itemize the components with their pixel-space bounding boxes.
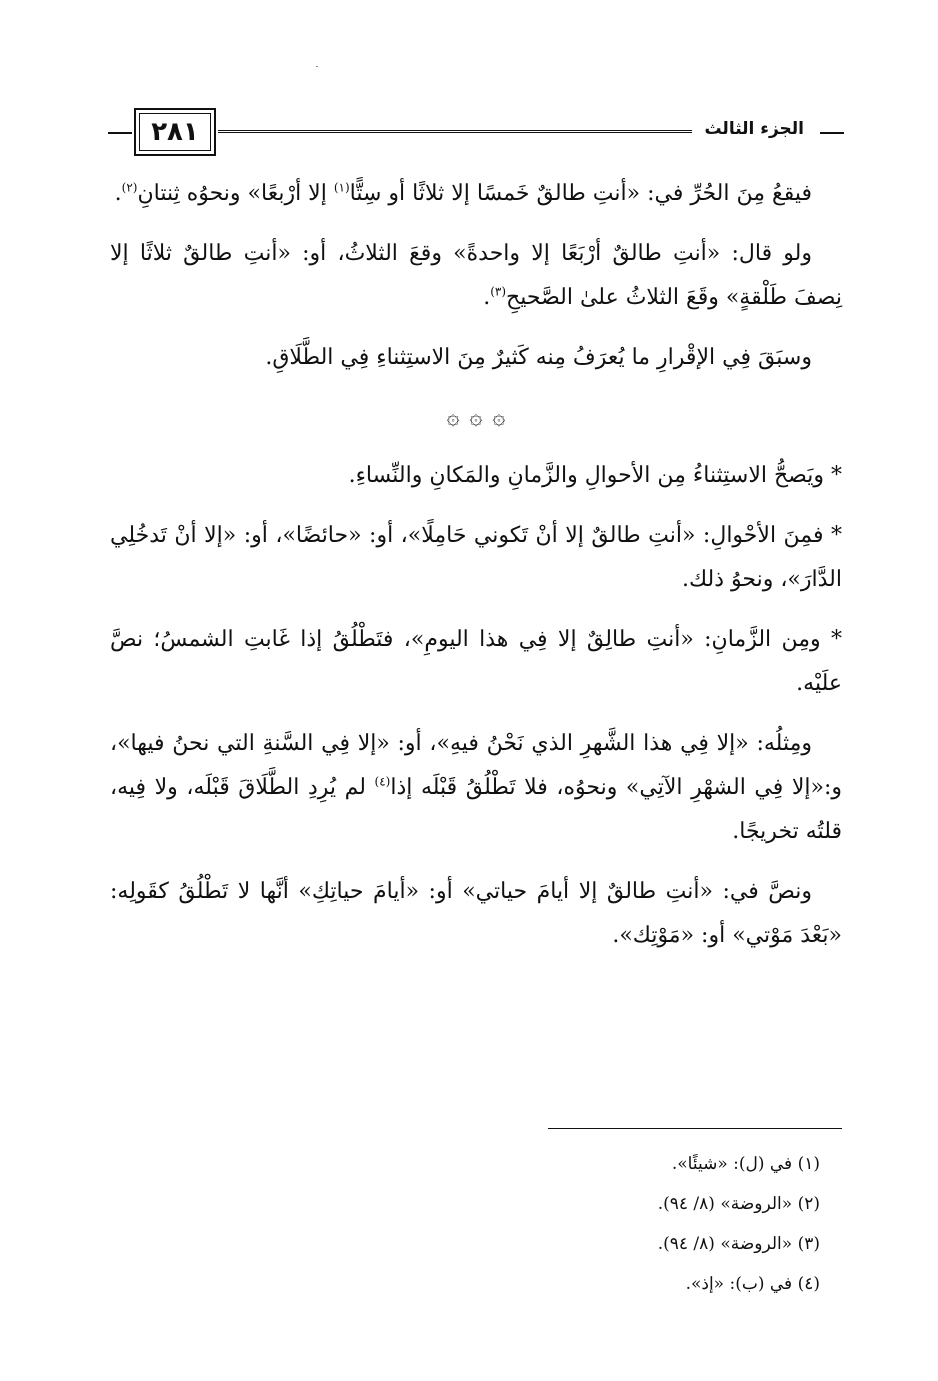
main-text	[110, 172, 842, 974]
star-ornament-icon: ۞	[469, 405, 483, 430]
paragraph-text: فيقعُ مِنَ الحُرِّ في: «أنتِ طالقٌ خَمسًا إلا ثلاثًا أو سِتًّا	[349, 181, 812, 206]
paragraph	[110, 336, 842, 380]
paragraph-text: إلا أرْبعًا» ونحوُه ثِنتانِ	[137, 181, 334, 206]
paragraph-text: ولو قال: «أنتِ طالقٌ أرْبَعًا إلا واحدةً» وقعَ الثلاثُ، أو: «أنتِ طالقٌ ثلاثًا إلا نِصفَ طَلْقةٍ» وقَعَ الثلاثُ علىٰ الصَّحيحِ	[110, 241, 842, 310]
paragraph	[110, 618, 842, 706]
paragraph	[110, 172, 842, 216]
scan-speck	[316, 66, 318, 67]
header-rule-left	[108, 132, 132, 134]
section-divider	[110, 396, 842, 440]
footnotes	[500, 1144, 820, 1304]
footnote: (١) في (ل): «شيئًا».	[671, 1154, 820, 1174]
footnote-marker: (١)	[333, 180, 350, 195]
paragraph-text: * ويَصحُّ الاستِثناءُ مِن الأحوالِ والزَّمانِ والمَكانِ والنِّساءِ.	[348, 463, 842, 488]
paragraph	[110, 514, 842, 602]
footnote: (٣) «الروضة» (٨/ ٩٤).	[657, 1234, 820, 1254]
paragraph-text: ومِثلُه: «إلا فِي هذا الشَّهرِ الذي نَحْنُ فيهِ»، أو: «إلا فِي السَّنةِ التي نحنُ فيها»، و:«إلا فِي الشهْرِ الآتِي» ونحوُه، فلا تَطْلُقُ قَبْلَه إذا	[110, 731, 842, 800]
page-number-frame	[134, 108, 216, 156]
star-ornament-icon: ۞	[446, 405, 460, 430]
footnote: (٤) في (ب): «إذ».	[685, 1274, 820, 1294]
paragraph-text: * ومِن الزَّمانِ: «أنتِ طالِقٌ إلا فِي هذا اليومِ»، فتَطْلُقُ إذا غَابتِ الشمسُ؛ نصَّ علَيْه.	[110, 627, 842, 696]
footnote-separator	[548, 1128, 842, 1129]
paragraph	[110, 232, 842, 320]
paragraph-text: لم يُرِدِ الطَّلَاقَ قَبْلَه، ولا فِيه، قلتُه تخريجًا.	[110, 775, 842, 844]
paragraph-text: .	[483, 285, 491, 310]
paragraph-text: .	[114, 181, 122, 206]
header-rule	[218, 130, 692, 133]
star-ornament-icon: ۞	[492, 405, 506, 430]
paragraph-text: ونصَّ في: «أنتِ طالقٌ إلا أيامَ حياتي» أو: «أيامَ حياتِكِ» أنَّها لا تَطْلُقُ كقَولِه: «بَعْدَ مَوْتي» أو: «مَوْتِك».	[110, 879, 842, 948]
page-header	[104, 108, 844, 160]
header-rule-right	[820, 132, 844, 134]
paragraph	[110, 870, 842, 958]
paragraph-text: * فمِنَ الأحْوالِ: «أنتِ طالقٌ إلا أنْ تَكوني حَامِلًا»، أو: «حائضًا»، أو: «إلا أنْ تَدخُلِي الدَّارَ»، ونحوُ ذلك.	[110, 523, 842, 592]
footnote-marker: (٣)	[490, 284, 507, 299]
paragraph-text: وسبَقَ فِي الإقْرارِ ما يُعرَفُ مِنه كَثيرٌ مِنَ الاستِثناءِ فِي الطَّلَاقِ.	[265, 345, 812, 370]
footnote: (٢) «الروضة» (٨/ ٩٤).	[657, 1194, 820, 1214]
page-number: ٢٨١	[151, 117, 199, 147]
volume-title: الجزء الثالث	[704, 119, 804, 139]
footnote-marker: (٤)	[374, 774, 391, 789]
footnote-marker: (٢)	[121, 180, 138, 195]
paragraph	[110, 722, 842, 854]
paragraph	[110, 454, 842, 498]
